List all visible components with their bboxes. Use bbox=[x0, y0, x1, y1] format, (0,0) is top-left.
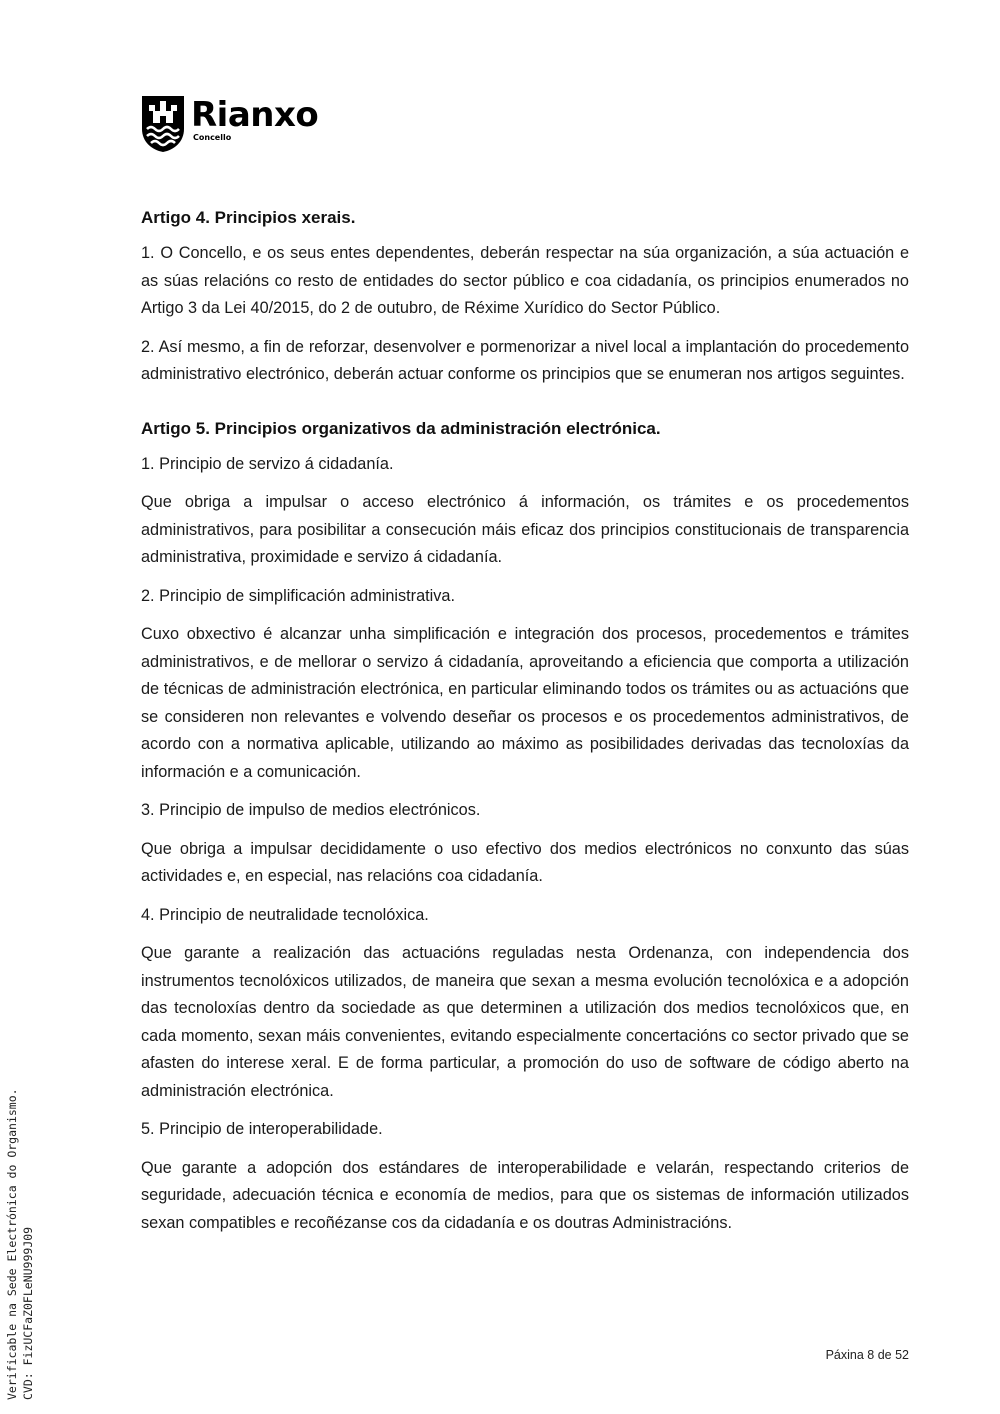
concello-logo bbox=[141, 95, 351, 153]
principle-title: 1. Principio de servizo á cidadanía. bbox=[141, 454, 394, 473]
logo-name: Rianxo bbox=[191, 95, 319, 135]
paragraph: Cuxo obxectivo é alcanzar unha simplificación e integración dos procesos, procedementos e trámites administrativos, e de mellorar o servizo á cidadanía, aproveitando a eficiencia que comporta a utilización de técnicas de administración electrónica, en particular eliminando todos os trámites ou as actuacións que se consideren non relevantes e volvendo deseñar os procesos e os procedementos administrativos, de acordo con a normativa aplicable, utilizando ao máximo as posibilidades derivadas das tecnoloxías da información e a comunicación. bbox=[141, 625, 909, 781]
cvd-code: CVD: FizUCFaZ0FLeNU999J09 bbox=[21, 1226, 35, 1400]
principle-title: 4. Principio de neutralidade tecnolóxica. bbox=[141, 905, 429, 924]
shield-castle-waves-icon bbox=[141, 95, 185, 153]
paragraph: 2. Así mesmo, a fin de reforzar, desenvolver e pormenorizar a nivel local a implantación do procedemento administrativo electrónico, deberán actuar conforme os principios que se enumeran nos artigos seguintes. bbox=[141, 337, 909, 383]
document-body bbox=[141, 204, 909, 1248]
article-4 bbox=[141, 204, 909, 389]
paragraph: Que obriga a impulsar o acceso electrónico á información, os trámites e os procedementos administrativos, para posibilitar a consecución máis eficaz dos principios constitucionais de transparencia administrativa, proximidade e servizo á cidadanía. bbox=[141, 493, 909, 566]
paragraph: 1. O Concello, e os seus entes dependentes, deberán respectar na súa organización, a súa actuación e as súas relacións co resto de entidades do sector público e coa cidadanía, os principios enumerados no Artigo 3 da Lei 40/2015, do 2 de outubro, de Réxime Xurídico do Sector Público. bbox=[141, 244, 909, 317]
principle-title: 5. Principio de interoperabilidade. bbox=[141, 1120, 383, 1138]
verification-side-text bbox=[4, 1088, 36, 1400]
article-heading: Artigo 4. Principios xerais. bbox=[141, 208, 356, 227]
paragraph: Que obriga a impulsar decididamente o uso efectivo dos medios electrónicos no conxunto das súas actividades e, en especial, nas relacións coa cidadanía. bbox=[141, 839, 909, 885]
logo-subtitle: Concello bbox=[193, 133, 232, 142]
principle-title: 3. Principio de impulso de medios electrónicos. bbox=[141, 801, 481, 819]
principle-title: 2. Principio de simplificación administrativa. bbox=[141, 586, 455, 605]
paragraph: Que garante a realización das actuacións reguladas nesta Ordenanza, con independencia dos instrumentos tecnolóxicos utilizados, de maneira que sexan a mesma evolución tecnolóxica e a adopción das tecnoloxías dentro da sociedade as que determinen a utilización dos medios tecnolóxicos que, en cada momento, sexan máis convenientes, evitando especialmente concertacións co sector privado que se afasten do interese xeral. E de forma particular, a promoción do uso de software de código aberto na administración electrónica. bbox=[141, 944, 909, 1100]
page-number: Páxina 8 de 52 bbox=[825, 1348, 909, 1362]
verification-line: Verificable na Sede Electrónica do Organismo. bbox=[5, 1088, 19, 1400]
paragraph: Que garante a adopción dos estándares de interoperabilidade e velarán, respectando criterios de seguridade, adecuación técnica e economía de medios, para que os sistemas de información utilizados sexan compatibles e recoñézanse cos da cidadanía e os doutras Administracións. bbox=[141, 1158, 909, 1232]
article-heading: Artigo 5. Principios organizativos da administración electrónica. bbox=[141, 418, 661, 438]
article-5 bbox=[141, 415, 909, 1238]
